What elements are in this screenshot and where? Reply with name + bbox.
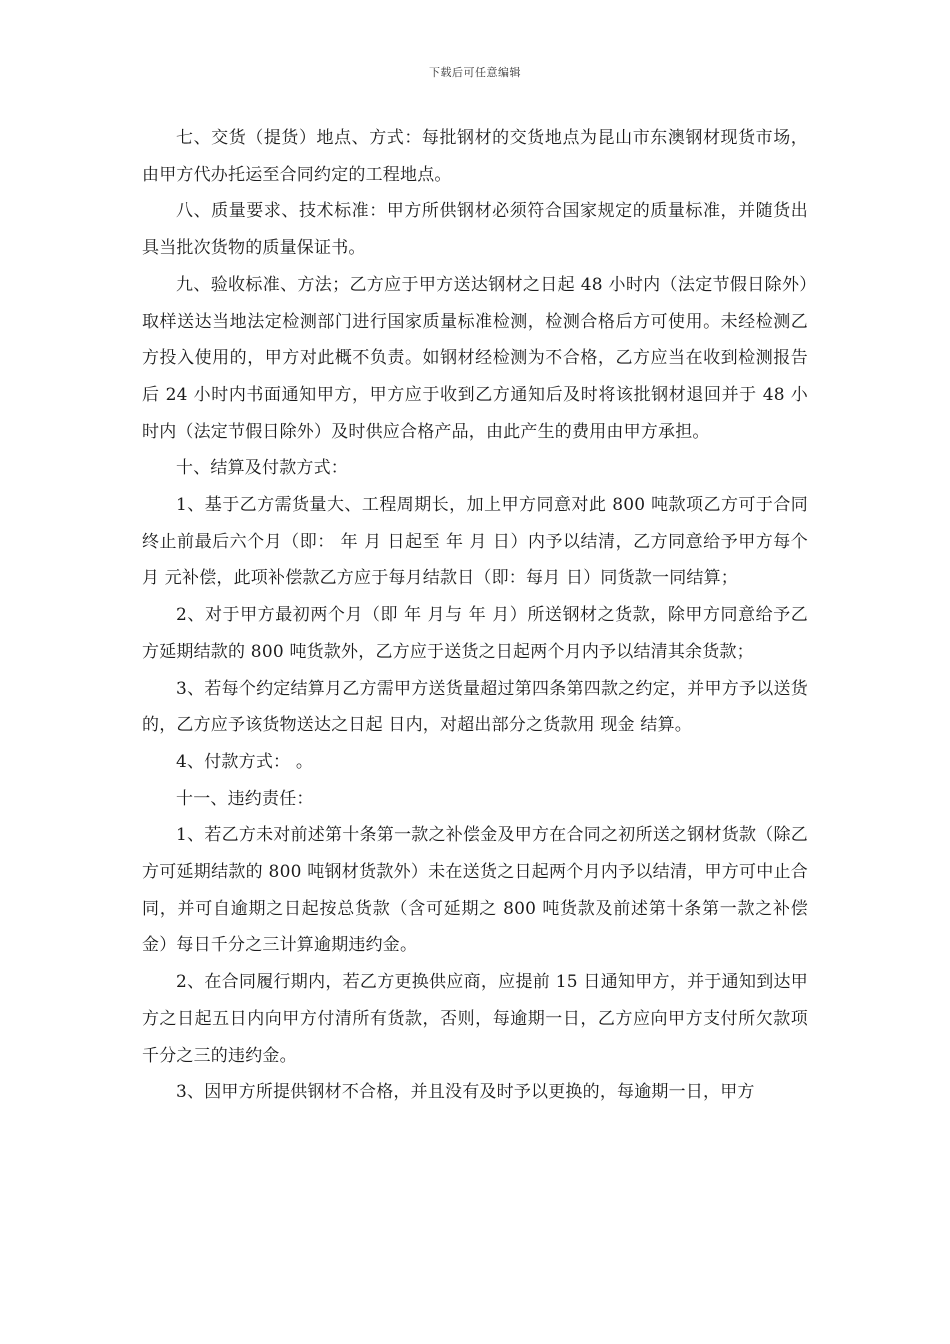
- clause-11-item-1: 1、若乙方未对前述第十条第一款之补偿金及甲方在合同之初所送之钢材货款（除乙方可延期结款的 800 吨钢材货款外）未在送货之日起两个月内予以结清，甲方可中止合同，并可自逾期之日起按总货款（含可延期之 800 吨货款及前述第十条第一款之补偿金）每日千分之三计算逾期违约金。: [142, 825, 808, 956]
- page-header: 下载后可任意编辑: [429, 66, 521, 79]
- clause-10-item-3: 3、若每个约定结算月乙方需甲方送货量超过第四条第四款之约定，并甲方予以送货的，乙方应予该货物送达之日起 日内，对超出部分之货款用 现金 结算。: [142, 678, 808, 736]
- clause-8-paragraph: 八、质量要求、技术标准：甲方所供钢材必须符合国家规定的质量标准，并随货出具当批次货物的质量保证书。: [142, 201, 808, 259]
- clause-10-item-2: 2、对于甲方最初两个月（即 年 月与 年 月）所送钢材之货款，除甲方同意给予乙方延期结款的 800 吨货款外，乙方应于送货之日起两个月内予以结清其余货款；: [142, 605, 808, 662]
- clause-10-item-4: 4、付款方式： 。: [176, 751, 314, 772]
- document-body: [142, 120, 808, 1111]
- clause-11-item-2: 2、在合同履行期内，若乙方更换供应商，应提前 15 日通知甲方，并于通知到达甲方之日起五日内向甲方付清所有货款，否则，每逾期一日，乙方应向甲方支付所欠款项千分之三的违约金。: [142, 972, 808, 1066]
- clause-10-item-1: 1、基于乙方需货量大、工程周期长，加上甲方同意对此 800 吨款项乙方可于合同终止前最后六个月（即： 年 月 日起至 年 月 日）内予以结清，乙方同意给予甲方每个月 元补偿，此项补偿款乙方应于每月结款日（即：每月 日）同货款一同结算；: [142, 495, 808, 589]
- clause-11-heading: 十一、违约责任：: [176, 788, 314, 809]
- clause-9-paragraph: 九、验收标准、方法；乙方应于甲方送达钢材之日起 48 小时内（法定节假日除外）取样送达当地法定检测部门进行国家质量标准检测，检测合格后方可使用。未经检测乙方投入使用的，甲方对此概不负责。如钢材经检测为不合格，乙方应当在收到检测报告后 24 小时内书面通知甲方，甲方应于收到乙方通知后及时将该批钢材退回并于 48 小时内（法定节假日除外）及时供应合格产品，由此产生的费用由甲方承担。: [142, 274, 808, 442]
- clause-11-item-3: 3、因甲方所提供钢材不合格，并且没有及时予以更换的，每逾期一日，甲方: [176, 1082, 755, 1103]
- clause-10-heading: 十、结算及付款方式：: [176, 458, 348, 479]
- clause-7-paragraph: 七、交货（提货）地点、方式：每批钢材的交货地点为昆山市东澳钢材现货市场，由甲方代办托运至合同约定的工程地点。: [142, 128, 808, 185]
